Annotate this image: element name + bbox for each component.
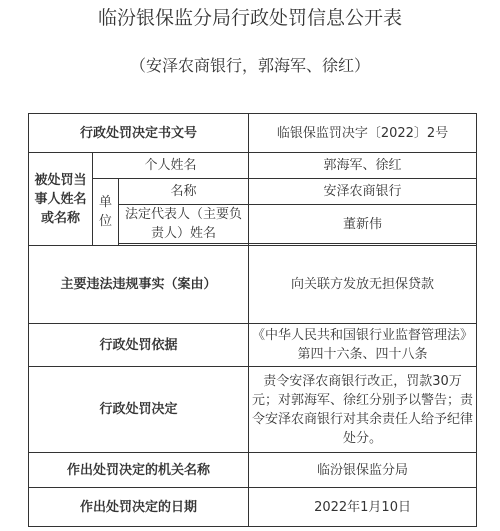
label-authority: 作出处罚决定的机关名称 [29,453,249,488]
document-subtitle: （安泽农商银行，郭海军、徐红） [129,56,370,75]
value-unit-name: 安泽农商银行 [249,179,477,205]
row-authority [29,453,477,488]
label-date: 作出处罚决定的日期 [29,488,249,527]
value-individual-name: 郭海军、徐红 [249,153,477,179]
label-individual-name: 个人姓名 [93,153,249,179]
value-basis: 《中华人民共和国银行业监督管理法》第四十六条、四十八条 [249,324,477,367]
label-legal-rep: 法定代表人（主要负责人）姓名 [119,205,249,244]
value-date: 2022年1月10日 [249,488,477,527]
value-legal-rep: 董新伟 [249,205,477,244]
row-basis [29,324,477,367]
label-unit: 单位 [93,179,119,246]
value-violation: 向关联方发放无担保贷款 [249,246,477,324]
row-unit-name [29,179,477,205]
row-violation [29,246,477,324]
value-decision: 责令安泽农商银行改正，罚款30万元；对郭海军、徐红分别予以警告；责令安泽农商银行对其余责任人给予纪律处分。 [249,367,477,453]
label-decision: 行政处罚决定 [29,367,249,453]
label-basis: 行政处罚依据 [29,324,249,367]
label-violation: 主要违法违规事实（案由） [29,246,249,324]
label-unit-name: 名称 [119,179,249,205]
row-individual-name [29,153,477,179]
value-decision-no: 临银保监罚决字〔2022〕2号 [249,114,477,153]
row-decision [29,367,477,453]
value-authority: 临汾银保监分局 [249,453,477,488]
penalty-info-table [28,113,477,527]
label-party: 被处罚当事人姓名或名称 [29,153,93,246]
row-date [29,488,477,527]
document-title: 临汾银保监分局行政处罚信息公开表 [97,7,402,29]
row-decision-no [29,114,477,153]
label-decision-no: 行政处罚决定书文号 [29,114,249,153]
